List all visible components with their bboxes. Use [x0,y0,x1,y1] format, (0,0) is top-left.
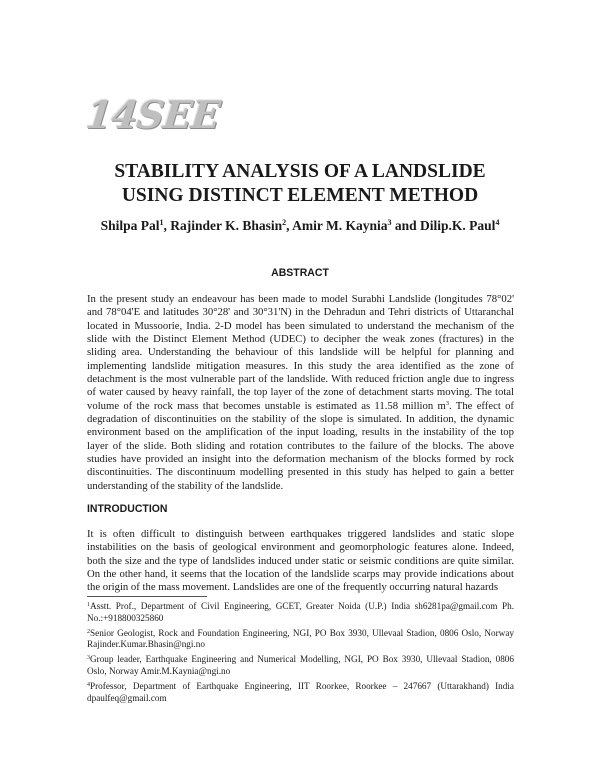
paper-title [0,160,600,208]
author: Amir M. Kaynia$^3$ and [292,218,421,233]
abstract-paragraph: In the present study an endeavour has been made to model Surabhi Landslide (longitudes 78°02' and 78°04'E and latitudes 30°28' and 30°31'N) in the Dehradun and Tehri districts of Uttaranchal located in Mussoorie, India. 2-D model has been simulated to understand the mechanism of the slide with the Distinct Element Method (UDEC) to decipher the weak zones (fractures) in the sliding area. Understanding the behaviour of this landslide will be helpful for planning and implementing landslide mitigation measures. In this study the area identified as the zone of detachment is the most vulnerable part of the landslide. With reduced friction angle due to ingress of water caused by heavy rainfall, the top layer of the zone of detachment starts moving. The total volume of the rock mass that becomes unstable is estimated as 11.58 million $m^3$. The effect of degradation of discontinuities on the stability of the slope is simulated. In addition, the dynamic environment based on the amplification of the input loading, results in the instability of the top layer of the slide. Both sliding and rotation contributes to the failure of the blocks. The above studies have provided an insight into the deformation mechanism of the blocks formed by rock discontinuities. The discontinuum modelling presented in this study has helped to gain a better understanding of the stability of the landslide. [87,293,514,492]
footnotes [87,601,514,707]
introduction-paragraph: It is often difficult to distinguish between earthquakes triggered landslides and static slope instabilities on the basis of geological environment and geomorphologic features alone. Indeed, both the size and the type of landslides induced under static or seismic conditions are quite similar. On the other hand, it seems that the location of the landslide scarps may provide indications about the origin of the mass movement. Landslides are one of the frequently occurring natural hazards [87,528,514,594]
abstract-heading: ABSTRACT [271,266,329,280]
footnote: $^1$Asstt. Prof., Department of Civil Engineering, GCET, Greater Noida (U.P.) India sh6281pa@gmail.com Ph. No.:+918800325860 [87,601,514,623]
author: Dilip.K. Paul$^4$ [420,218,500,233]
author-list [0,218,600,234]
footnote: $^2$Senior Geologist, Rock and Foundation Engineering, NGI, PO Box 3930, Ullevaal Stadion, 0806 Oslo, Norway Rajinder.Kumar.Bhasin@ngi.no [87,627,514,650]
conference-logo: 14SEE [83,92,222,137]
footnote: $^4$Professor, Department of Earthquake Engineering, IIT Roorkee, Roorkee – 247667 (Uttarakhand) India dpaulfeq@gmail.com [87,680,514,703]
author: Shilpa Pal$^1$, [100,218,171,233]
footnote-divider [87,596,207,597]
title-line-1: STABILITY ANALYSIS OF A LANDSLIDE [114,161,486,182]
introduction-heading: INTRODUCTION [87,502,168,516]
title-line-2: USING DISTINCT ELEMENT METHOD [121,185,479,206]
footnote: $^3$Group leader, Earthquake Engineering and Numerical Modelling, NGI, PO Box 3930, Ullevaal Stadion, 0806 Oslo, Norway Amir.M.Kaynia@ngi.no [87,654,514,676]
author: Rajinder K. Bhasin$^2$, [170,218,293,233]
